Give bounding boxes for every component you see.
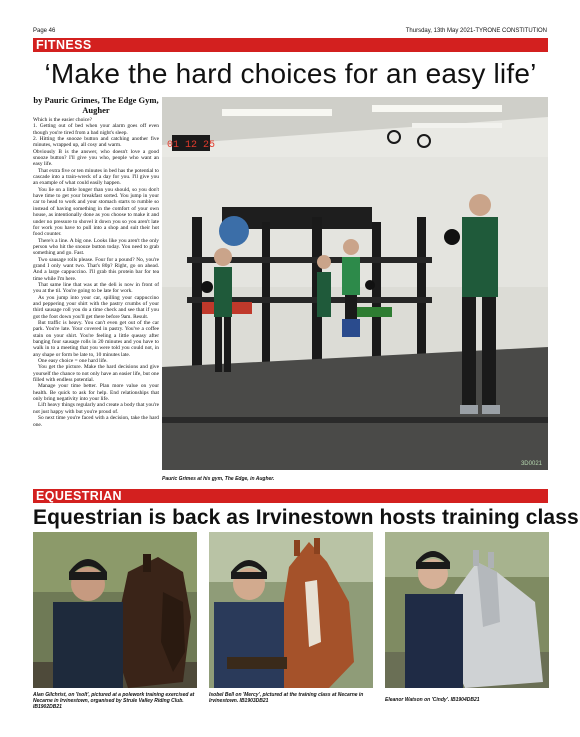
article-paragraph: You get the picture. Make the hard decisions and give yourself the chance to not only have an easier life, but one filled with endless potential. [33, 364, 159, 384]
article-paragraph: So next time you're faced with a decision, take the hard one. [33, 415, 159, 428]
article-paragraph: But traffic is heavy. You can't even get out of the car park. You're late. Your covered in pastry. You've a coffee stain on your shirt. You're feeling a little queasy after banging four sausage rolls in 20 minutes and you have to walk in to a meeting that you were told you could not, in any shape or form be late to, 10 minutes late. [33, 320, 159, 358]
rider-caption-2: Isobel Bell on 'Mercy', pictured at the training class at Necarne in Irvinestown. IB1903DB21 [209, 692, 364, 704]
page-number: Page 46 [33, 28, 56, 34]
rider-caption-3: Eleanor Watson on 'Cindy'. IB1904DB21 [385, 697, 480, 703]
article-paragraph: Two sausage rolls please. Four for a pound? No, you're grand I only want two. That's 80p? Right, go on ahead. And a large cappuccino. I'll grab this protein bar for tea time while I'm here. [33, 256, 159, 282]
article-paragraph: 2. Hitting the snooze button and catching another five minutes, wrapped up, all cosy and warm. [33, 136, 159, 149]
page-folio [33, 26, 547, 36]
fitness-article-body [33, 117, 159, 485]
fitness-section-band [33, 38, 548, 52]
rider-photo-isobel-bell [209, 532, 373, 688]
article-paragraph: Obviously B is the answer, who doesn't love a good snooze button? I'll give you who, people who want an easy life. [33, 148, 159, 168]
article-paragraph: 1. Getting out of bed when your alarm goes off even though you're tired from a bad night's sleep. [33, 123, 159, 136]
article-paragraph: That extra five or ten minutes in bed has the potential to cascade into a train-wreck of a day for you. I'll give you an example of what could easily happen. [33, 167, 159, 187]
gym-photo-caption: Pauric Grimes at his gym, The Edge, in Augher. [162, 476, 275, 482]
article-paragraph: You lie on a little longer than you should, so you don't have time to get your breakfast sorted. You jump in your car to head to work and your stomach starts to rumble so instead of having something in the comfort of your own house, as intentionally done as you choose to make it and under no pressure to shovel it down you so you aren't late for work you have to pull into a shop and suit their hot food counter. [33, 186, 159, 238]
equestrian-section-band [33, 489, 548, 503]
fitness-section-label: FITNESS [36, 38, 92, 52]
article-paragraph: Lift heavy things regularly and create a body that you're not just happy with but you're proud of. [33, 402, 159, 415]
rider-photo-alan-gilchrist [33, 532, 197, 688]
gym-clock-readout: 01 12 25 [166, 140, 216, 151]
equestrian-headline: Equestrian is back as Irvinestown hosts training class [33, 506, 579, 529]
fitness-byline: by Pauric Grimes, The Edge Gym, Augher [33, 95, 159, 115]
photo-credit-code: 3D0021 [520, 461, 542, 467]
gym-photo [162, 97, 548, 470]
equestrian-section-label: EQUESTRIAN [36, 489, 122, 503]
article-paragraph: One easy choice = one hard life. [38, 358, 108, 365]
article-paragraph: Which is the easier choice? [33, 117, 92, 123]
article-paragraph: There's a line. A big one. Looks like you aren't the only person who hit the snooze button today. You need to grab something and go. Fast. [33, 237, 159, 257]
dateline: Thursday, 13th May 2021-TYRONE CONSTITUTION [405, 28, 547, 34]
fitness-headline: ‘Make the hard choices for an easy life’ [44, 58, 537, 89]
rider-photo-eleanor-watson [385, 532, 549, 688]
article-paragraph: As you jump into your car, spilling your cappuccino and peppering your shirt with the pastry crumbs of your third sausage roll you do a time check and see that if you got the foot down you'll get there before 9am. Result. [33, 294, 159, 320]
article-paragraph: Manage your time better. Plan more value on your health. Be quick to ask for help. End relationships that only bring negativity into your life. [33, 383, 159, 403]
rider-caption-1: Alan Gilchrist, on 'Isolt', pictured at a polework training exercised at Necarne in Irvinestown, organised by Strule Valley Riding Club. IB1902DB21 [33, 692, 195, 710]
article-paragraph: That same line that was at the deli is now in front of you at the til. You're going to be late for work. [33, 281, 159, 295]
